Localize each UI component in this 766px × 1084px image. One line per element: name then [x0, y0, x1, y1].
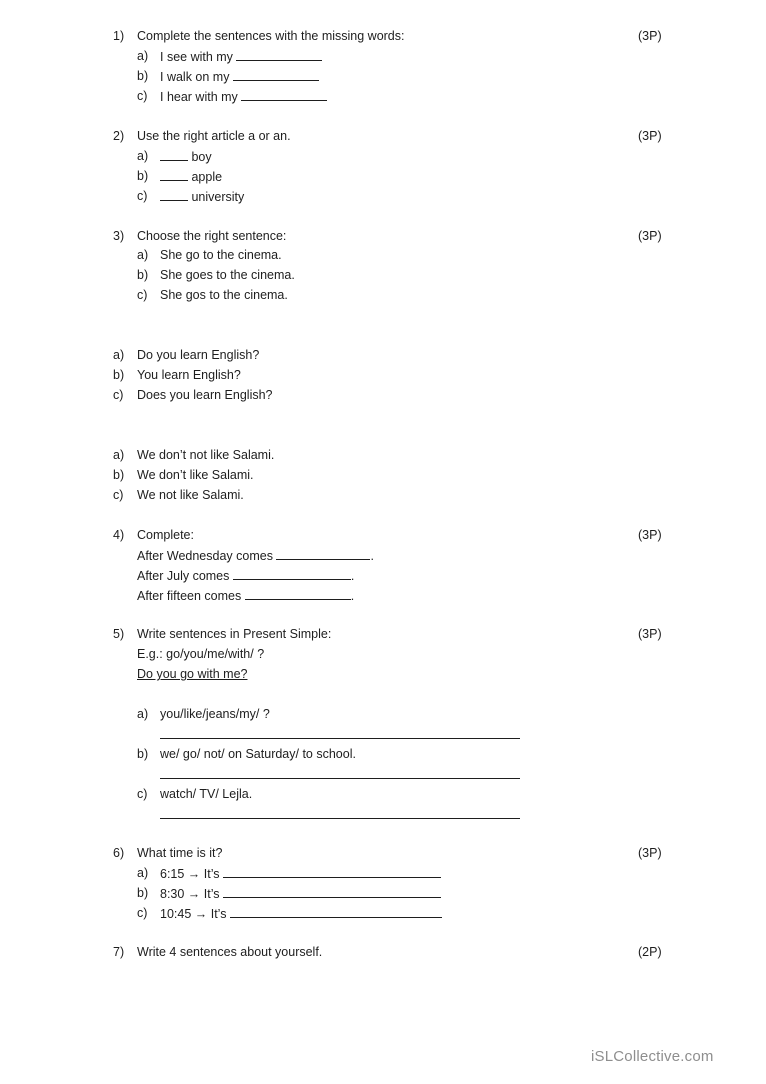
- article-item: [160, 148, 212, 164]
- answer-blank[interactable]: [233, 567, 351, 580]
- item-letter: c): [137, 906, 148, 920]
- points-label: (3P): [638, 846, 662, 860]
- option-letter: c): [137, 288, 148, 302]
- choice-option[interactable]: You learn English?: [137, 368, 241, 382]
- item-letter: c): [137, 89, 148, 103]
- answer-line[interactable]: [160, 738, 520, 739]
- question-number: 2): [113, 129, 125, 143]
- item-letter: b): [137, 69, 149, 83]
- fill-in-item: [137, 567, 354, 583]
- item-letter: b): [137, 747, 149, 761]
- fill-in-item: [137, 547, 374, 563]
- item-text: 10:45 → It’s: [160, 907, 227, 921]
- answer-line[interactable]: [160, 778, 520, 779]
- choice-option[interactable]: We not like Salami.: [137, 488, 244, 502]
- item-text: university: [191, 190, 245, 204]
- points-label: (2P): [638, 945, 662, 959]
- option-letter: b): [137, 268, 149, 282]
- item-text: I hear with my: [160, 90, 238, 104]
- fill-in-item: [137, 587, 354, 603]
- fill-in-item: [160, 48, 322, 64]
- question-number: 4): [113, 528, 125, 542]
- choice-option[interactable]: Do you learn English?: [137, 348, 260, 362]
- question-title: Write sentences in Present Simple:: [137, 627, 332, 641]
- points-label: (3P): [638, 627, 662, 641]
- item-end: .: [350, 589, 355, 603]
- option-letter: a): [113, 348, 125, 362]
- points-label: (3P): [638, 528, 662, 542]
- item-prompt: watch/ TV/ Lejla.: [160, 787, 253, 801]
- question-title: Write 4 sentences about yourself.: [137, 945, 323, 959]
- option-letter: a): [137, 248, 149, 262]
- choice-option[interactable]: She go to the cinema.: [160, 248, 282, 262]
- answer-blank[interactable]: [160, 168, 188, 181]
- question-number: 5): [113, 627, 125, 641]
- time-item: [160, 885, 441, 901]
- article-item: [160, 188, 244, 204]
- choice-option[interactable]: We don’t like Salami.: [137, 468, 254, 482]
- question-title: Use the right article a or an.: [137, 129, 291, 143]
- item-letter: a): [137, 866, 149, 880]
- item-prompt: you/like/jeans/my/ ?: [160, 707, 270, 721]
- watermark: iSLCollective.com: [591, 1048, 714, 1065]
- points-label: (3P): [638, 29, 662, 43]
- item-letter: b): [137, 169, 149, 183]
- item-text: apple: [191, 170, 223, 184]
- question-number: 6): [113, 846, 125, 860]
- question-title: Complete:: [137, 528, 194, 542]
- answer-blank[interactable]: [230, 905, 442, 918]
- choice-option[interactable]: She gos to the cinema.: [160, 288, 288, 302]
- item-text: I walk on my: [160, 70, 230, 84]
- time-item: [160, 905, 442, 921]
- item-letter: c): [137, 189, 148, 203]
- fill-in-item: [160, 88, 327, 104]
- item-end: .: [350, 569, 355, 583]
- answer-blank[interactable]: [241, 88, 327, 101]
- points-label: (3P): [638, 229, 662, 243]
- example-answer: Do you go with me?: [137, 667, 248, 681]
- item-letter: a): [137, 707, 149, 721]
- item-text: After fifteen comes: [137, 589, 242, 603]
- item-prompt: we/ go/ not/ on Saturday/ to school.: [160, 747, 356, 761]
- question-number: 7): [113, 945, 125, 959]
- item-letter: a): [137, 49, 149, 63]
- option-letter: c): [113, 388, 124, 402]
- option-letter: b): [113, 468, 125, 482]
- answer-blank[interactable]: [245, 587, 351, 600]
- item-text: 8:30 → It’s: [160, 887, 220, 901]
- question-title: What time is it?: [137, 846, 223, 860]
- option-letter: b): [113, 368, 125, 382]
- answer-blank[interactable]: [160, 188, 188, 201]
- fill-in-item: [160, 68, 319, 84]
- choice-option[interactable]: We don’t not like Salami.: [137, 448, 275, 462]
- item-letter: c): [137, 787, 148, 801]
- item-text: I see with my: [160, 50, 233, 64]
- item-text: boy: [191, 150, 212, 164]
- question-number: 3): [113, 229, 125, 243]
- option-letter: c): [113, 488, 124, 502]
- item-text: After Wednesday comes: [137, 549, 273, 563]
- article-item: [160, 168, 222, 184]
- choice-option[interactable]: Does you learn English?: [137, 388, 273, 402]
- answer-blank[interactable]: [160, 148, 188, 161]
- option-letter: a): [113, 448, 125, 462]
- question-title: Complete the sentences with the missing words:: [137, 29, 405, 43]
- choice-option[interactable]: She goes to the cinema.: [160, 268, 295, 282]
- answer-blank[interactable]: [233, 68, 319, 81]
- example-prompt: E.g.: go/you/me/with/ ?: [137, 647, 265, 661]
- item-end: .: [370, 549, 374, 563]
- answer-blank[interactable]: [236, 48, 322, 61]
- answer-blank[interactable]: [223, 865, 441, 878]
- question-number: 1): [113, 29, 125, 43]
- answer-blank[interactable]: [223, 885, 441, 898]
- item-letter: b): [137, 886, 149, 900]
- time-item: [160, 865, 441, 881]
- question-title: Choose the right sentence:: [137, 229, 287, 243]
- item-letter: a): [137, 149, 149, 163]
- item-text: After July comes: [137, 569, 230, 583]
- item-text: 6:15 → It’s: [160, 867, 220, 881]
- answer-line[interactable]: [160, 818, 520, 819]
- points-label: (3P): [638, 129, 662, 143]
- answer-blank[interactable]: [276, 547, 370, 560]
